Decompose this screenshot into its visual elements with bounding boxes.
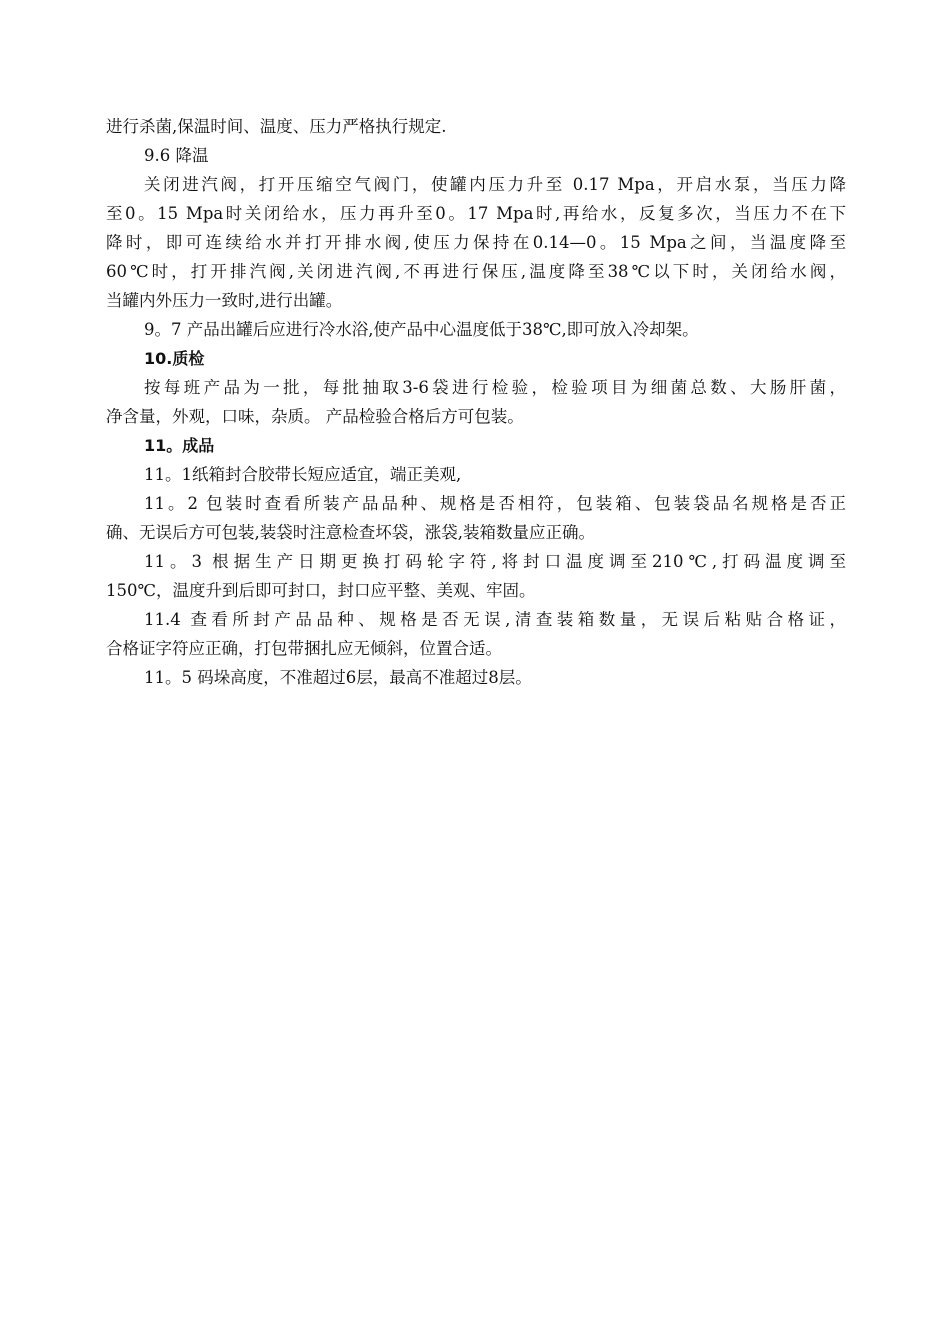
- document-body: [106, 112, 846, 692]
- text-line: 11。2 包装时查看所装产品品种、规格是否相符，包装箱、包装袋品名规格是否正: [144, 494, 846, 513]
- text-line: 至0。15 Mpa时关闭给水，压力再升至0。17 Mpa时,再给水，反复多次，当压力不在下: [106, 204, 846, 223]
- section-heading: 10.质检: [144, 349, 205, 368]
- text-line: 进行杀菌,保温时间、温度、压力严格执行规定.: [106, 117, 447, 136]
- text-line: 9。7 产品出罐后应进行冷水浴,使产品中心温度低于38℃,即可放入冷却架。: [144, 320, 699, 339]
- text-line: 合格证字符应正确，打包带捆扎应无倾斜，位置合适。: [106, 639, 502, 658]
- text-line: 11。5 码垛高度，不准超过6层，最高不准超过8层。: [144, 668, 532, 687]
- text-line: 11。1纸箱封合胶带长短应适宜，端正美观,: [144, 465, 462, 484]
- section-heading: 11。成品: [144, 436, 215, 455]
- text-line: 9.6 降温: [144, 146, 209, 165]
- text-line: 11.4 查看所封产品品种、规格是否无误,清查装箱数量，无误后粘贴合格证，: [144, 610, 846, 629]
- text-line: 关闭进汽阀，打开压缩空气阀门，使罐内压力升至 0.17 Mpa，开启水泵，当压力降: [144, 175, 846, 194]
- text-line: 11。3 根据生产日期更换打码轮字符,将封口温度调至210℃,打码温度调至: [144, 552, 846, 571]
- text-line: 150℃，温度升到后即可封口，封口应平整、美观、牢固。: [106, 581, 536, 600]
- text-line: 当罐内外压力一致时,进行出罐。: [106, 291, 343, 310]
- text-line: 降时，即可连续给水并打开排水阀,使压力保持在0.14—0。15 Mpa之间，当温度降至: [106, 233, 846, 252]
- text-line: 60℃时，打开排汽阀,关闭进汽阀,不再进行保压,温度降至38℃以下时，关闭给水阀，: [106, 262, 846, 281]
- text-line: 净含量，外观，口味，杂质。 产品检验合格后方可包装。: [106, 407, 524, 426]
- text-line: 确、无误后方可包装,装袋时注意检查坏袋，涨袋,装箱数量应正确。: [106, 523, 595, 542]
- text-line: 按每班产品为一批，每批抽取3-6袋进行检验，检验项目为细菌总数、大肠肝菌，: [144, 378, 846, 397]
